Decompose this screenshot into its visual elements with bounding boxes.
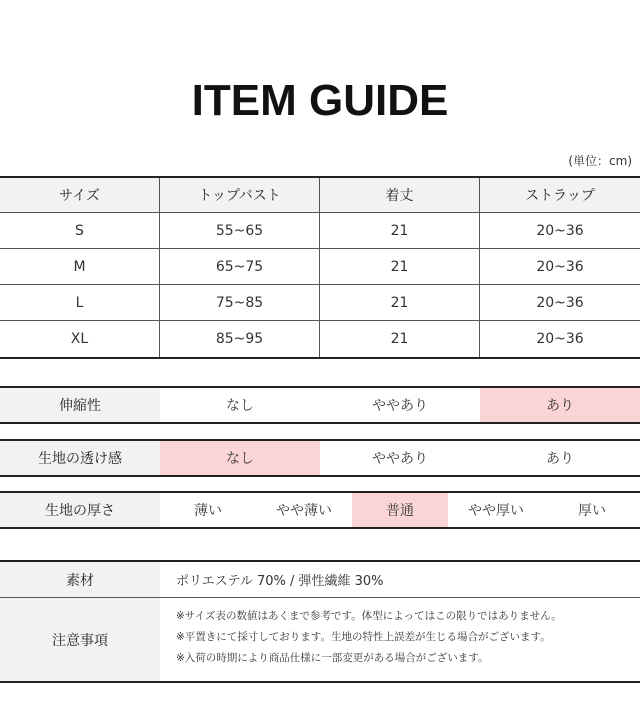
header-top-bust: トップバスト: [160, 178, 320, 212]
table-row: [0, 249, 640, 285]
cell-strap: 20~36: [536, 331, 584, 347]
stretch-option: ややあり: [372, 398, 428, 414]
size-table-header: [0, 178, 640, 213]
sheer-option: なし: [160, 441, 320, 475]
cell-top-bust: 55~65: [160, 213, 320, 248]
cell-top-bust: 85~95: [160, 321, 320, 357]
table-row: [0, 321, 640, 357]
thickness-label: 生地の厚さ: [0, 493, 160, 527]
unit-note: (単位：cm): [568, 154, 632, 168]
thickness-option: やや厚い: [468, 503, 524, 519]
stretch-label: 伸縮性: [0, 388, 160, 422]
page-title: ITEM GUIDE: [191, 76, 449, 125]
material-row: [0, 562, 640, 598]
cell-size: L: [0, 285, 160, 320]
cell-length: 21: [320, 249, 480, 284]
stretch-option: なし: [226, 398, 254, 414]
cell-top-bust: 65~75: [160, 249, 320, 284]
material-value: ポリエステル 70% / 弾性繊維 30%: [176, 574, 384, 589]
thickness-row: [0, 491, 640, 529]
cell-strap: 20~36: [536, 258, 584, 275]
cell-size: S: [0, 213, 160, 248]
notes-row: [0, 598, 640, 681]
sheer-label: 生地の透け感: [0, 441, 160, 475]
material-label: 素材: [0, 562, 160, 597]
note-line: ※入荷の時期により商品仕様に一部変更がある場合がございます。: [176, 652, 489, 664]
cell-size: M: [0, 249, 160, 284]
cell-strap: 20~36: [536, 294, 584, 311]
table-row: [0, 285, 640, 321]
cell-length: 21: [320, 213, 480, 248]
cell-top-bust: 75~85: [160, 285, 320, 320]
thickness-option: 普通: [352, 493, 448, 527]
size-table: [0, 176, 640, 359]
cell-length: 21: [320, 321, 480, 357]
thickness-option: 厚い: [578, 503, 606, 519]
stretch-row: [0, 386, 640, 424]
notes-list: [160, 598, 640, 681]
sheer-row: [0, 439, 640, 477]
cell-size: XL: [0, 321, 160, 357]
thickness-option: やや薄い: [276, 503, 332, 519]
cell-length: 21: [320, 285, 480, 320]
notes-label: 注意事項: [0, 598, 160, 681]
note-line: ※平置きにて採寸しております。生地の特性上誤差が生じる場合がございます。: [176, 631, 551, 643]
sheer-option: ややあり: [372, 451, 428, 467]
header-strap: ストラップ: [525, 188, 595, 204]
info-table: [0, 560, 640, 683]
table-row: [0, 213, 640, 249]
thickness-option: 薄い: [194, 503, 222, 519]
header-size: サイズ: [0, 178, 160, 212]
cell-strap: 20~36: [536, 222, 584, 239]
note-line: ※サイズ表の数値はあくまで参考です。体型によってはこの限りではありません。: [176, 610, 562, 622]
header-length: 着丈: [320, 178, 480, 212]
stretch-option: あり: [480, 388, 640, 422]
sheer-option: あり: [546, 451, 574, 467]
